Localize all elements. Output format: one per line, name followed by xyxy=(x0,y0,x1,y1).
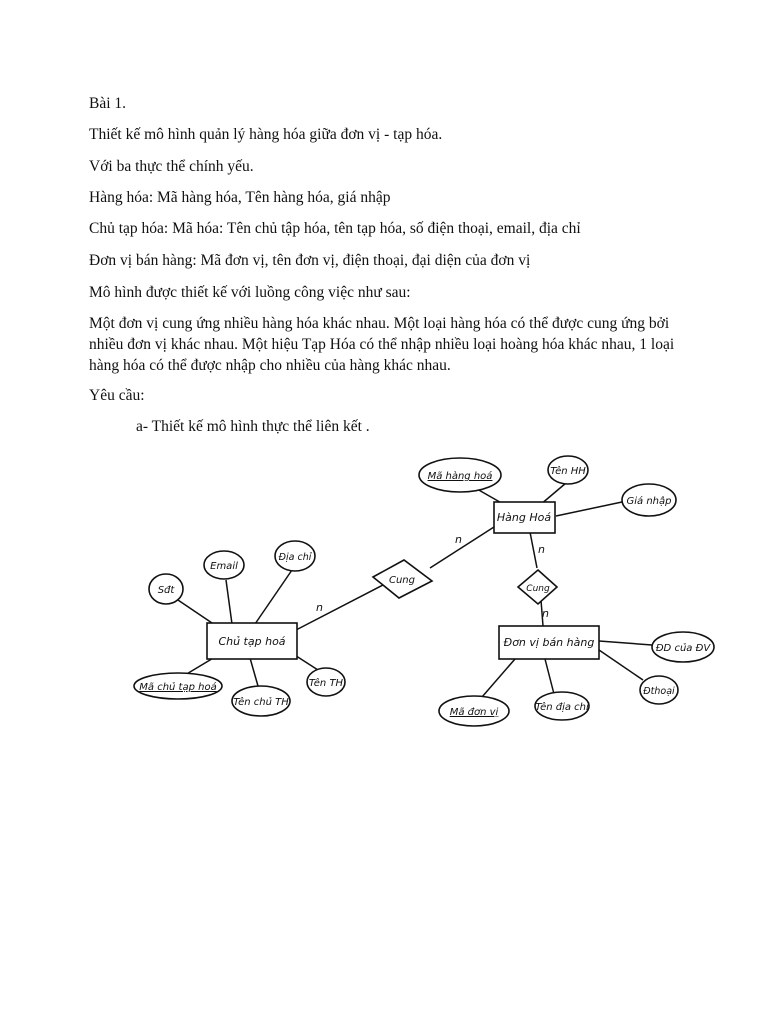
link-chu-tenchu xyxy=(250,658,258,686)
entities-intro: Với ba thực thể chính yếu. xyxy=(89,158,254,175)
link-dv-ten xyxy=(545,659,554,694)
entity-don-vi-ban-hang xyxy=(499,626,599,659)
svg-text:Mã chủ tạp hoá: Mã chủ tạp hoá xyxy=(139,682,217,693)
link-dv-dd xyxy=(599,641,652,645)
svg-text:Tên địa chỉ: Tên địa chỉ xyxy=(535,702,589,713)
requirement-a: a- Thiết kế mô hình thực thể liên kết . xyxy=(136,418,370,435)
svg-text:Hàng Hoá: Hàng Hoá xyxy=(496,511,552,524)
attr-email xyxy=(204,551,244,579)
requirements-heading: Yêu cầu: xyxy=(89,387,145,404)
cardinality-label: n xyxy=(542,607,549,620)
workflow-paragraph: Một đơn vị cung ứng nhiều hàng hóa khác nhau. Một loại hàng hóa có thể được cung ứng bởi nhiều đơn vị khác nhau. Một hiệu Tạp Hóa có thể nhập nhiều loại hoàng hóa khác nhau, 1 loại hàng hóa có thể được nhập cho nhiều của hàng khác nhau. xyxy=(89,315,675,374)
svg-text:Địa chỉ: Địa chỉ xyxy=(278,552,312,563)
cardinality-label: n xyxy=(316,601,323,614)
svg-text:Tên chủ TH: Tên chủ TH xyxy=(233,697,289,708)
link-dv-dthoai xyxy=(599,650,643,680)
attr-dia-chi xyxy=(275,541,315,571)
svg-text:Cung: Cung xyxy=(388,575,416,586)
svg-text:Mã đơn vị: Mã đơn vị xyxy=(449,707,499,718)
attr-ten-th xyxy=(307,668,345,696)
link-chu-email xyxy=(226,580,232,624)
attr-ma-don-vi xyxy=(439,696,509,726)
intro-line: Thiết kế mô hình quản lý hàng hóa giữa đơn vị - tạp hóa. xyxy=(89,126,443,143)
svg-text:Đthoại: Đthoại xyxy=(643,686,675,697)
attr-ten-hh xyxy=(548,456,588,484)
svg-text:ĐD của ĐV: ĐD của ĐV xyxy=(655,643,711,654)
doc-title: Bài 1. xyxy=(89,95,127,112)
svg-text:Giá nhập: Giá nhập xyxy=(626,496,672,507)
cardinality-label: n xyxy=(455,533,462,546)
entity-chu-tap-hoa xyxy=(207,623,297,659)
svg-text:Đơn vị bán hàng: Đơn vị bán hàng xyxy=(503,636,595,649)
svg-text:Sđt: Sđt xyxy=(157,585,175,596)
link-hh-cung xyxy=(530,532,537,568)
link-chu-cung xyxy=(296,585,383,630)
relationship-cung-left xyxy=(373,560,432,598)
entity-hang-hoa xyxy=(494,502,555,533)
svg-text:Chủ tạp hoá: Chủ tạp hoá xyxy=(218,635,286,648)
entity-chutaphoa-line: Chủ tạp hóa: Mã hóa: Tên chủ tập hóa, tên tạp hóa, số điện thoại, email, địa chỉ xyxy=(89,220,581,237)
link-dv-ma xyxy=(482,659,515,697)
attr-dthoai xyxy=(640,676,678,704)
entity-donvi-line: Đơn vị bán hàng: Mã đơn vị, tên đơn vị, điện thoại, đại diện của đơn vị xyxy=(89,252,531,269)
attr-dd-cua-dv xyxy=(652,632,714,662)
svg-text:Email: Email xyxy=(210,561,238,572)
attr-ten-dia-chi xyxy=(535,692,590,720)
attr-ten-chu-th xyxy=(232,686,290,716)
cardinality-label: n xyxy=(538,543,545,556)
svg-text:Cung: Cung xyxy=(526,584,550,594)
attr-gia-nhap xyxy=(622,484,676,516)
link-cung-hanghoa xyxy=(430,527,494,568)
link-chu-sdt xyxy=(172,596,215,625)
attr-ma-chu-tap-hoa xyxy=(134,673,222,699)
svg-text:Mã hàng hoá: Mã hàng hoá xyxy=(427,471,493,482)
attr-ma-hang-hoa xyxy=(419,458,501,492)
svg-text:Tên HH: Tên HH xyxy=(550,466,586,477)
relationship-cung-right xyxy=(518,570,557,604)
entity-hanghoa-line: Hàng hóa: Mã hàng hóa, Tên hàng hóa, giá nhập xyxy=(89,189,391,206)
svg-text:Tên TH: Tên TH xyxy=(308,678,344,689)
link-hh-gia xyxy=(556,502,622,516)
workflow-intro: Mô hình được thiết kế với luồng công việc như sau: xyxy=(89,284,411,301)
link-chu-diachi xyxy=(255,570,292,624)
attr-sdt xyxy=(149,574,183,604)
